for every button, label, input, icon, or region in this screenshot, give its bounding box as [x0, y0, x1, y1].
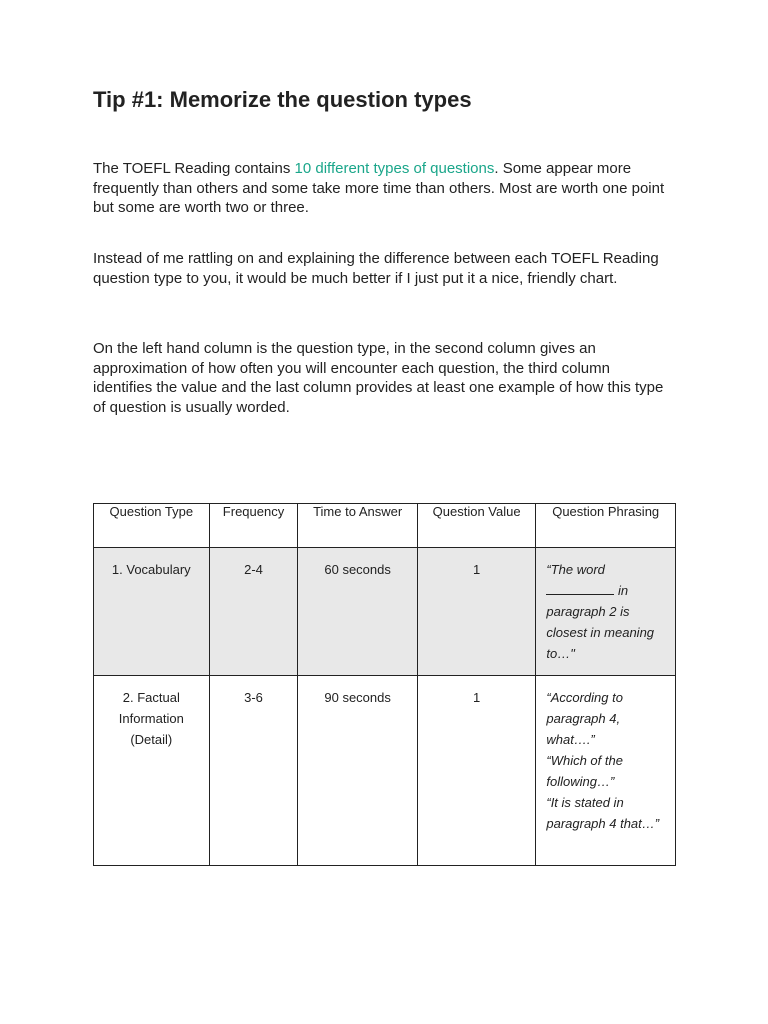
header-question-value: Question Value [417, 504, 536, 548]
phrasing-text: “According to paragraph 4, what….” “Which of the following…” “It is stated in paragraph 4 that…” [546, 690, 660, 831]
cell-question-type: 1. Vocabulary [94, 548, 210, 676]
cell-time: 90 seconds [298, 676, 417, 866]
table-header-row [94, 504, 676, 548]
header-question-type: Question Type [94, 504, 210, 548]
cell-question-type: 2. Factual Information (Detail) [94, 676, 210, 866]
column-description-paragraph: On the left hand column is the question type, in the second column gives an approximation of how often you will encounter each question, the third column identifies the value and the last column provides at least one example of how this type of question is usually worded. [93, 340, 664, 416]
table-row [94, 548, 676, 676]
cell-frequency: 2-4 [209, 548, 298, 676]
intro-text-end: . Some appear more frequently than others and some take more time than others. Most are worth one point but some are worth two or three. [93, 160, 665, 216]
intro-text-start: The TOEFL Reading contains [93, 160, 295, 177]
cell-phrasing [536, 676, 676, 866]
header-time-to-answer: Time to Answer [298, 504, 417, 548]
cell-value: 1 [417, 676, 536, 866]
cell-time: 60 seconds [298, 548, 417, 676]
fill-in-blank [546, 582, 614, 595]
intro-paragraph [93, 159, 673, 218]
header-question-phrasing: Question Phrasing [536, 504, 676, 548]
page-title: Tip #1: Memorize the question types [93, 87, 472, 112]
phrasing-text: “The word in paragraph 2 is closest in meaning to…" [546, 562, 655, 661]
chart-explanation-paragraph: Instead of me rattling on and explaining the difference between each TOEFL Reading question type to you, it would be much better if I just put it a nice, friendly chart. [93, 250, 659, 287]
cell-frequency: 3-6 [209, 676, 298, 866]
table-row [94, 676, 676, 866]
header-frequency: Frequency [209, 504, 298, 548]
question-types-table [93, 503, 676, 866]
question-types-link[interactable]: 10 different types of questions [294, 160, 495, 177]
cell-phrasing [536, 548, 676, 676]
cell-value: 1 [417, 548, 536, 676]
